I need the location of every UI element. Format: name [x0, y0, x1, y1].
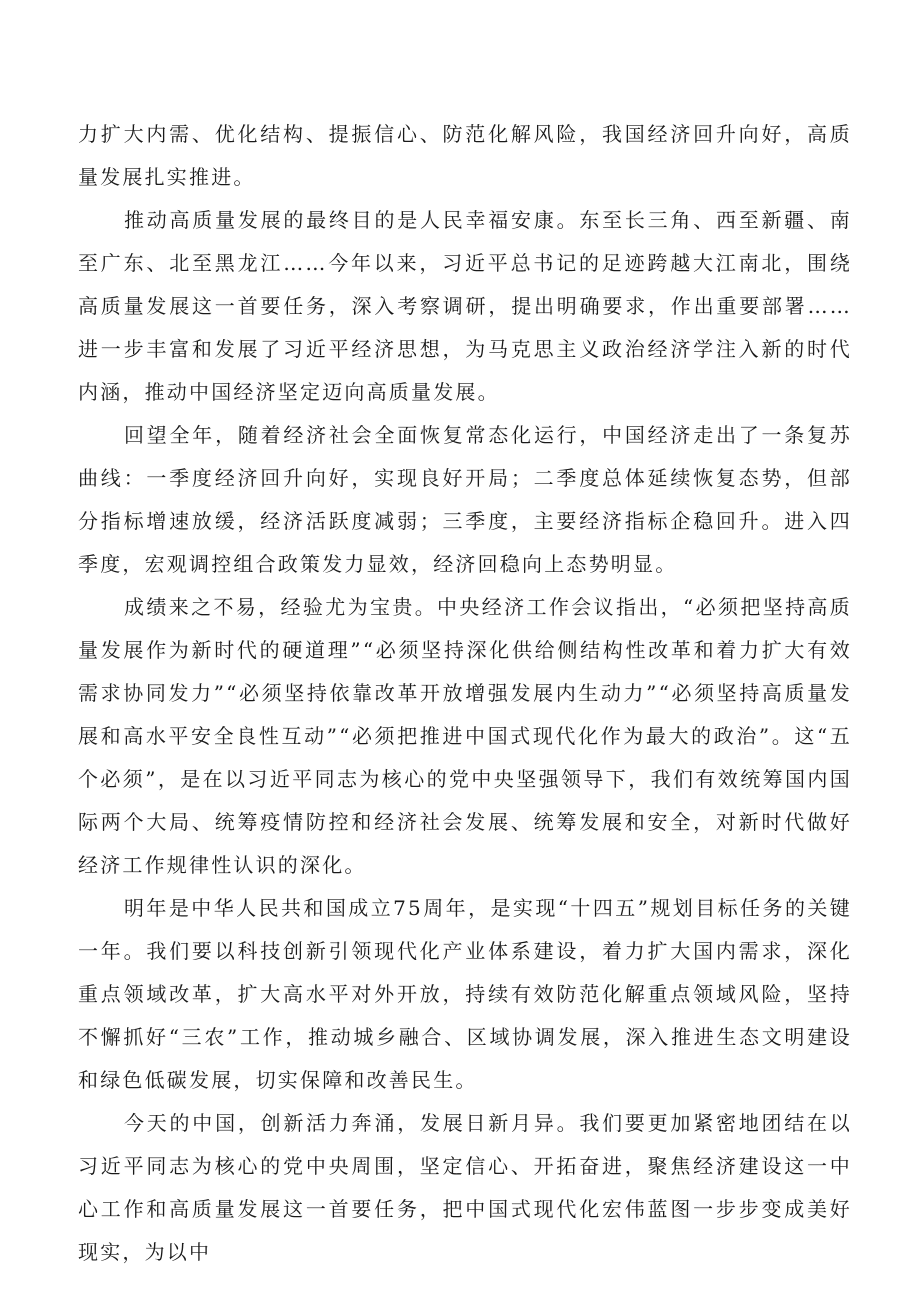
document-body	[78, 113, 852, 1274]
paragraph-high-quality-development: 推动高质量发展的最终目的是人民幸福安康。东至长三角、西至新疆、南至广东、北至黑龙江……今年以来，习近平总书记的足迹跨越大江南北，围绕高质量发展这一首要任务，深入考察调研，提出明确要求，作出重要部署……进一步丰富和发展了习近平经济思想，为马克思主义政治经济学注入新的时代内涵，推动中国经济坚定迈向高质量发展。	[78, 208, 852, 404]
paragraph-five-musts: 成绩来之不易，经验尤为宝贵。中央经济工作会议指出，“必须把坚持高质量发展作为新时代的硬道理”“必须坚持深化供给侧结构性改革和着力扩大有效需求协同发力”“必须坚持依靠改革开放增强发展内生动力”“必须坚持高质量发展和高水平安全良性互动”“必须把推进中国式现代化作为最大的政治”。这“五个必须”，是在以习近平同志为核心的党中央坚强领导下，我们有效统筹国内国际两个大局、统筹疫情防控和经济社会发展、统筹发展和安全，对新时代做好经济工作规律性认识的深化。	[78, 595, 852, 877]
paragraph-continued: 力扩大内需、优化结构、提振信心、防范化解风险，我国经济回升向好，高质量发展扎实推进。	[78, 122, 852, 189]
paragraph-today-china: 今天的中国，创新活力奔涌，发展日新月异。我们要更加紧密地团结在以习近平同志为核心的党中央周围，坚定信心、开拓奋进，聚焦经济建设这一中心工作和高质量发展这一首要任务，把中国式现代化宏伟蓝图一步步变成美好现实，为以中	[78, 1111, 852, 1264]
paragraph-year-review: 回望全年，随着经济社会全面恢复常态化运行，中国经济走出了一条复苏曲线：一季度经济回升向好，实现良好开局；二季度总体延续恢复态势，但部分指标增速放缓，经济活跃度减弱；三季度，主要经济指标企稳回升。进入四季度，宏观调控组合政策发力显效，经济回稳向上态势明显。	[78, 423, 852, 576]
paragraph-next-year: 明年是中华人民共和国成立75周年，是实现“十四五”规划目标任务的关键一年。我们要以科技创新引领现代化产业体系建设，着力扩大国内需求，深化重点领域改革，扩大高水平对外开放，持续有效防范化解重点领域风险，坚持不懈抓好“三农”工作，推动城乡融合、区域协调发展，深入推进生态文明建设和绿色低碳发展，切实保障和改善民生。	[78, 896, 852, 1092]
